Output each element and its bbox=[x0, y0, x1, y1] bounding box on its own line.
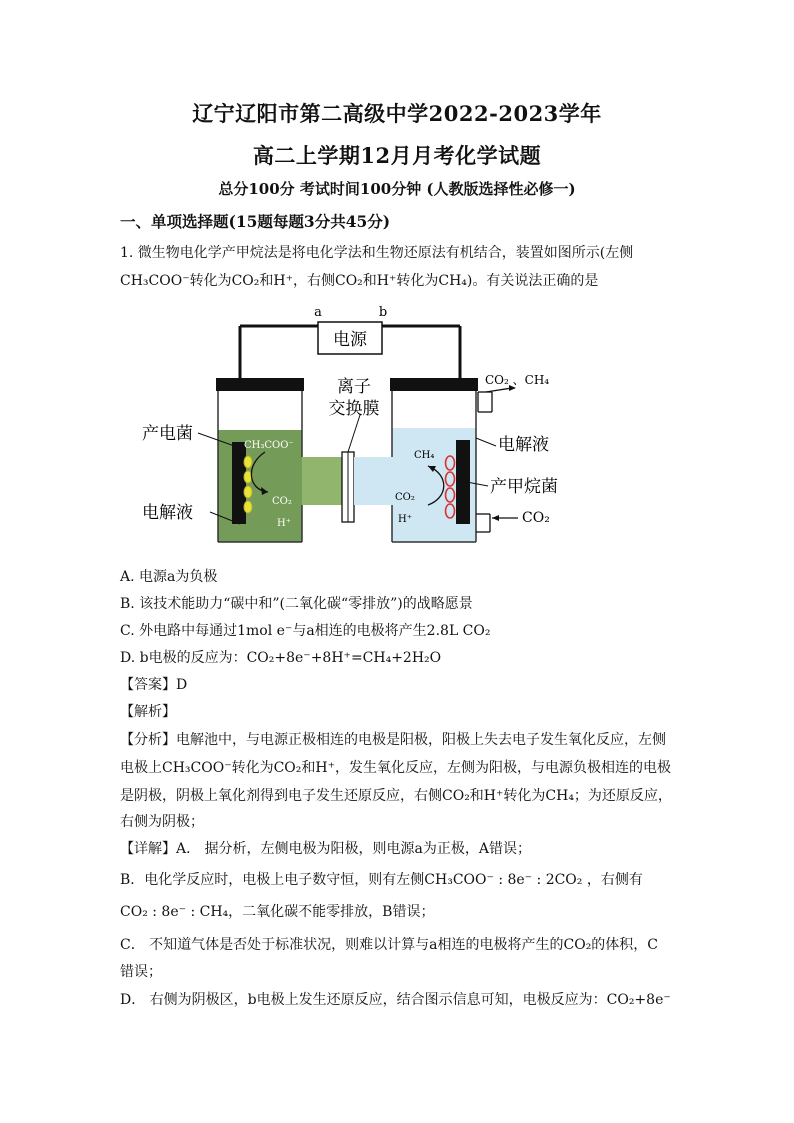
detail-c-line2: 错误； bbox=[120, 964, 162, 980]
terminal-a-label: a bbox=[314, 305, 322, 320]
question-stem-line2: CH₃COO⁻转化为CO₂和H⁺，右侧CO₂和H⁺转化为CH₄)。有关说法正确的是 bbox=[120, 273, 599, 289]
section-heading: 一、单项选择题(15题每题3分共45分) bbox=[120, 212, 391, 231]
detail-d: D． 右侧为阴极区，b电极上发生还原反应，结合图示信息可知，电极反应为：CO₂+8e⁻ bbox=[120, 992, 671, 1008]
detail-c-line1: C． 不知道气体是否处于标准状况，则难以计算与a相连的电极将产生的CO₂的体积，C bbox=[120, 937, 659, 953]
option-c: C. 外电路中每通过1mol e⁻与a相连的电极将产生2.8L CO₂ bbox=[120, 623, 491, 639]
salt-bridge-left bbox=[302, 457, 342, 505]
co2-left-label: CO₂ bbox=[272, 496, 292, 507]
detail-b-line1: B．电化学反应时，电极上电子数守恒，则有左侧CH₃COO⁻ : 8e⁻ : 2CO₂ ，右侧有 bbox=[120, 872, 643, 888]
electrolysis-diagram bbox=[140, 300, 600, 555]
power-label: 电源 bbox=[333, 330, 367, 350]
right-bacteria-label: 产甲烷菌 bbox=[490, 477, 558, 497]
membrane-label-line1: 离子 bbox=[337, 377, 371, 397]
analysis-line1: 【分析】电解池中，与电源正极相连的电极是阳极，阳极上失去电子发生氧化反应，左侧 bbox=[120, 732, 666, 748]
gas-out-label: CO₂ 、CH₄ bbox=[485, 373, 550, 387]
option-a: A. 电源a为负极 bbox=[120, 569, 218, 585]
right-lid bbox=[390, 378, 478, 391]
detail-a: 【详解】A． 据分析，左侧电极为阳极，则电源a为正极，A错误； bbox=[120, 841, 532, 857]
answer-label: 【答案】D bbox=[120, 677, 188, 693]
option-d: D. b电极的反应为：CO₂+8e⁻+8H⁺=CH₄+2H₂O bbox=[120, 650, 442, 666]
terminal-b-label: b bbox=[378, 305, 388, 320]
left-electrolyte-label: 电解液 bbox=[142, 503, 193, 523]
doc-title-line1: 辽宁辽阳市第二高级中学2022-2023学年 bbox=[192, 101, 602, 126]
left-bacteria-label: 产电菌 bbox=[142, 424, 193, 444]
ch3coo-label: CH₃COO⁻ bbox=[244, 440, 294, 451]
right-electrolyte-label: 电解液 bbox=[498, 435, 549, 455]
analysis-line2: 电极上CH₃COO⁻转化为CO₂和H⁺，发生氧化反应，左侧为阳极，与电源负极相连的电极 bbox=[120, 760, 671, 776]
option-b: B. 该技术能助力“碳中和”(二氧化碳“零排放”)的战略愿景 bbox=[120, 596, 473, 612]
analysis-line3: 是阴极，阴极上氧化剂得到电子发生还原反应，右侧CO₂和H⁺转化为CH₄；为还原反应， bbox=[120, 788, 672, 804]
analysis-line4: 右侧为阴极； bbox=[120, 814, 204, 830]
detail-b-line2: CO₂ : 8e⁻ : CH₄，二氧化碳不能零排放，B错误； bbox=[120, 904, 435, 920]
question-stem-line1: 1. 微生物电化学产甲烷法是将电化学法和生物还原法有机结合，装置如图所示(左侧 bbox=[120, 245, 634, 261]
doc-title-line2: 高二上学期12月月考化学试题 bbox=[252, 143, 542, 168]
h-right-label: H⁺ bbox=[398, 514, 412, 525]
gas-outlet-arrow bbox=[486, 388, 512, 392]
membrane-label-line2: 交换膜 bbox=[328, 399, 380, 419]
gas-in-label: CO₂ bbox=[522, 510, 550, 526]
co2-right-label: CO₂ bbox=[395, 492, 415, 503]
left-lid bbox=[216, 378, 304, 391]
left-electrode bbox=[232, 442, 246, 524]
doc-subtitle: 总分100分 考试时间100分钟 (人教版选择性必修一) bbox=[218, 180, 576, 198]
analysis-heading: 【解析】 bbox=[120, 704, 176, 720]
ch4-label: CH₄ bbox=[414, 450, 435, 461]
h-left-label: H⁺ bbox=[277, 518, 291, 529]
salt-bridge-right bbox=[354, 457, 392, 505]
